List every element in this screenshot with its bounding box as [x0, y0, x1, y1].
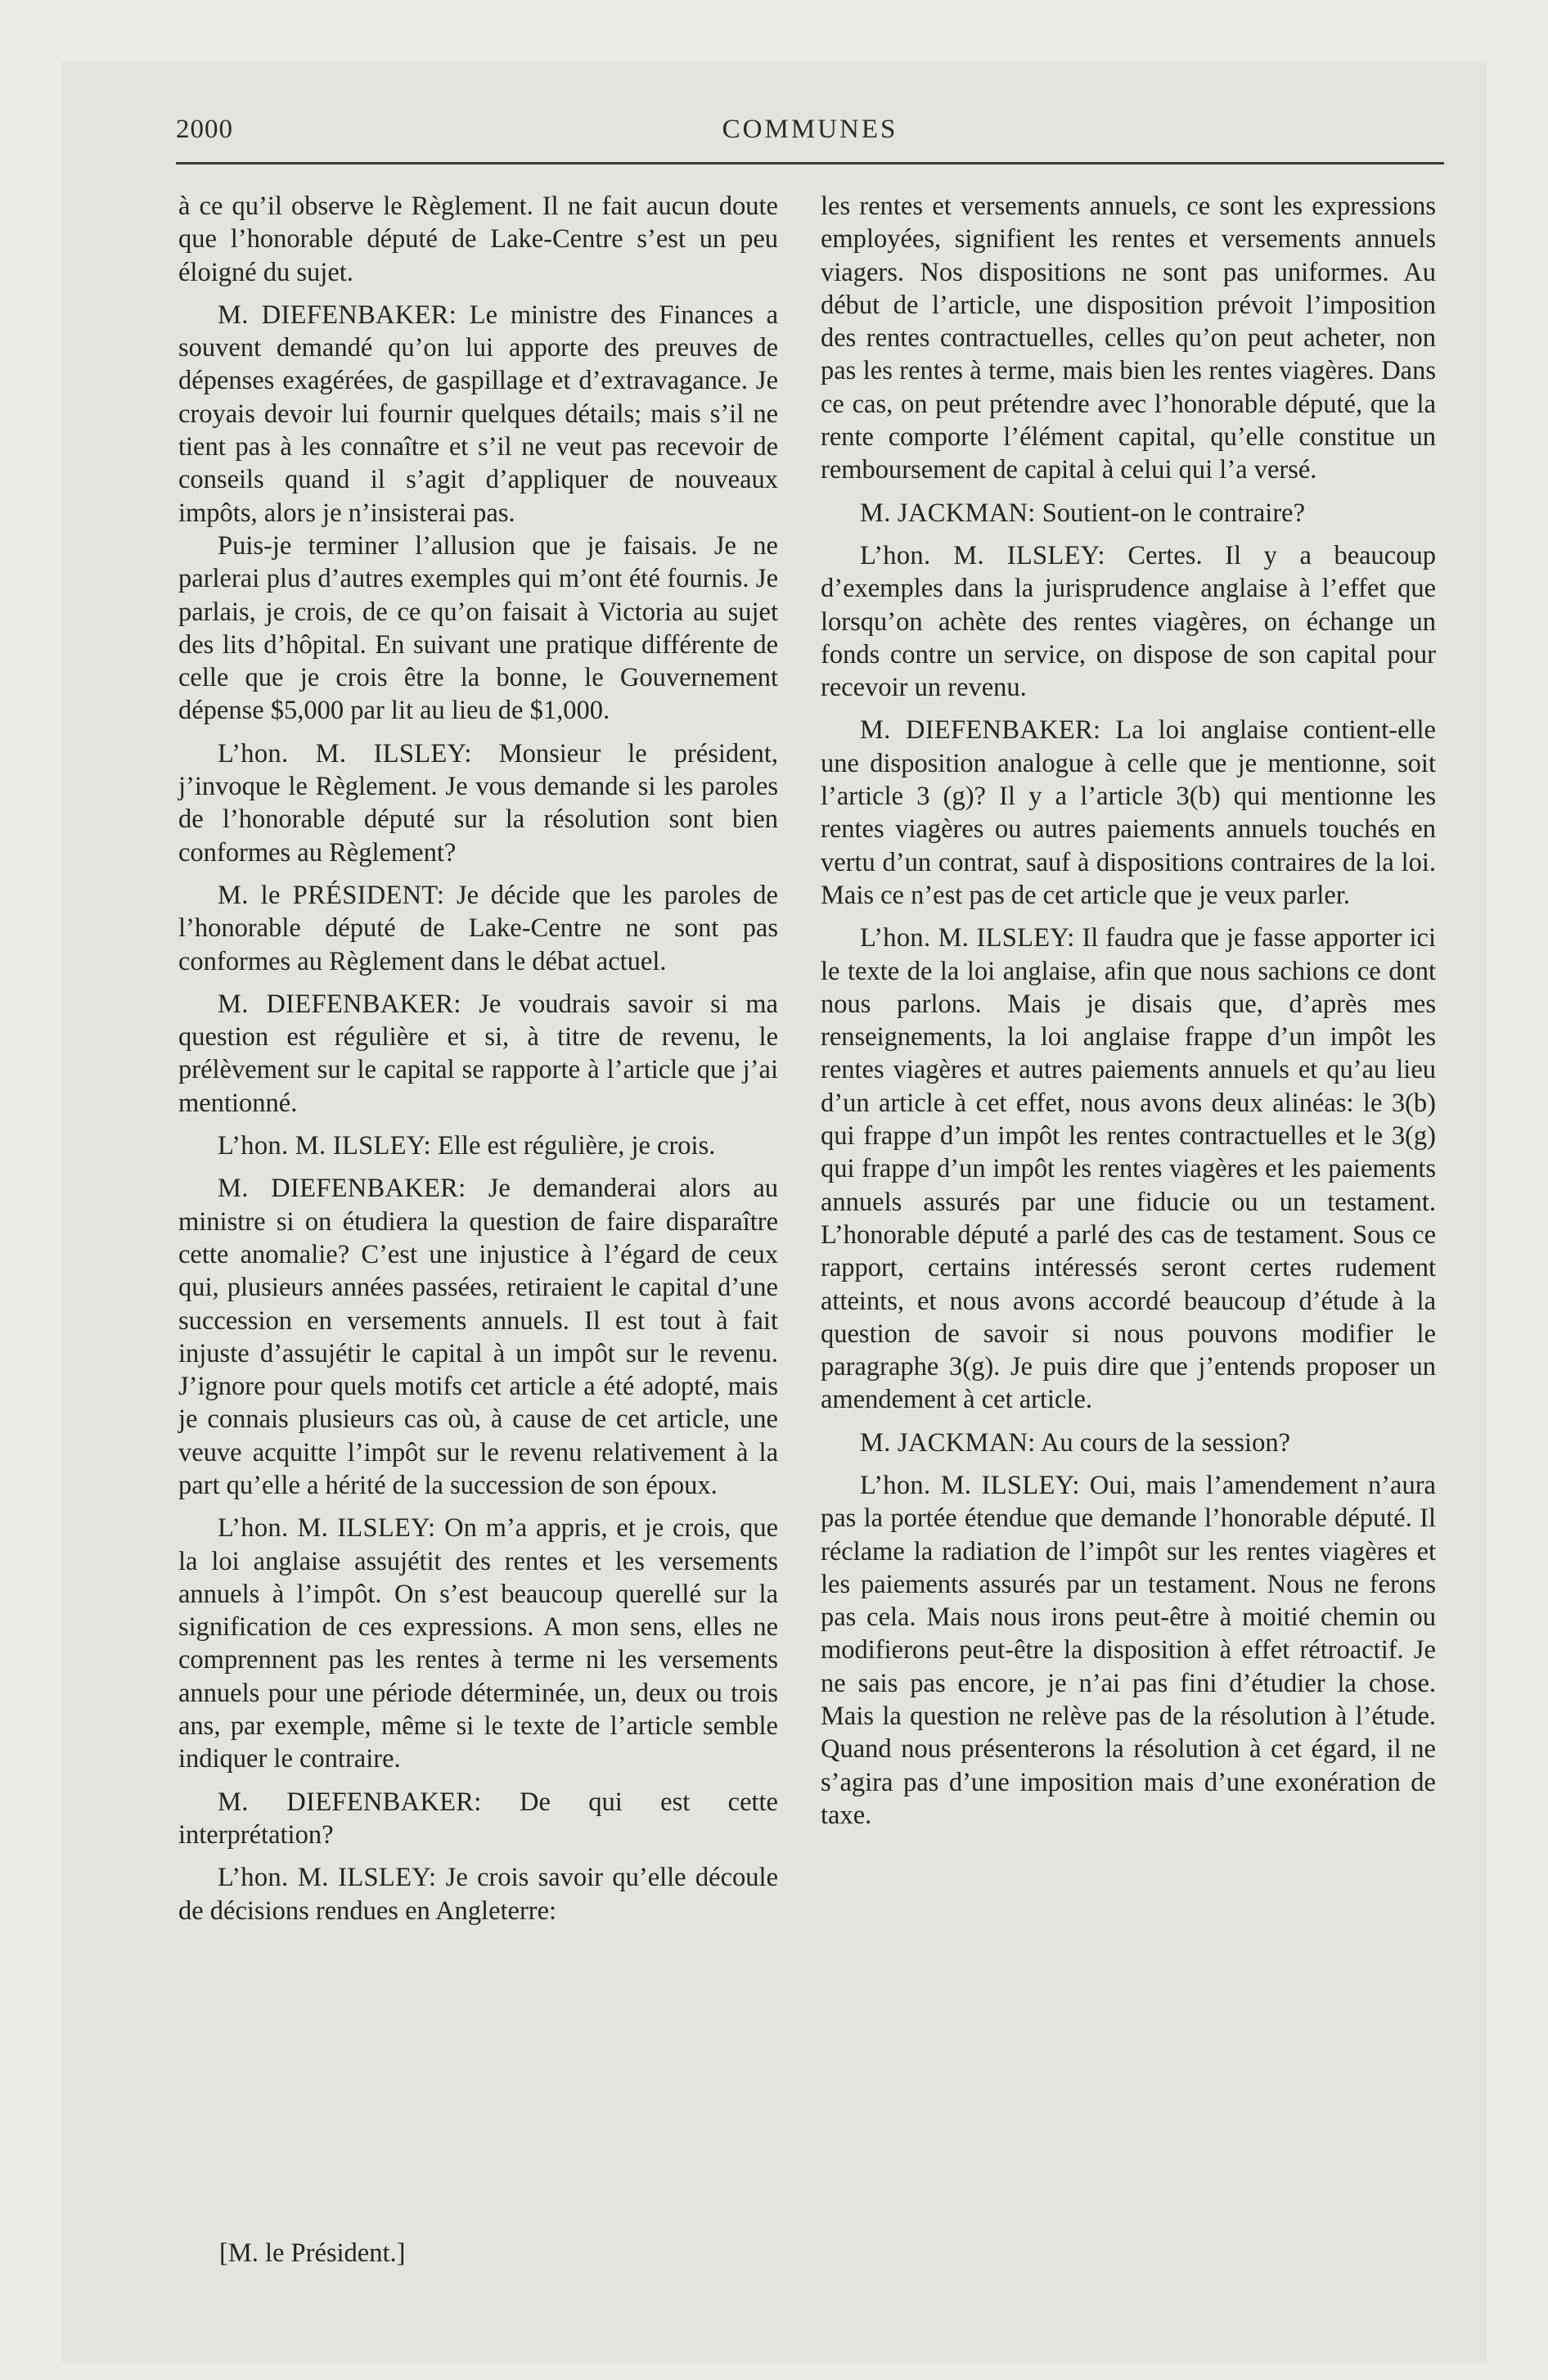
speech-text: Au cours de la session?	[1035, 1427, 1290, 1458]
speech-paragraph	[178, 1861, 778, 1927]
speaker-name: M. le PRÉSIDENT:	[218, 880, 445, 910]
speech-paragraph	[178, 1129, 778, 1162]
paragraph-text: à ce qu’il observe le Règlement. Il ne fait aucun doute que l’honorable député de Lake-Centre s’est un peu éloigné du sujet.	[178, 192, 778, 287]
speaker-name: M. DIEFENBAKER:	[218, 1174, 466, 1204]
speech-text: Je voudrais savoir si ma question est régulière et si, à titre de revenu, le prélèvement sur le capital se rapporte à l’article que j’ai mentionné.	[178, 989, 778, 1118]
header-rule	[176, 162, 1444, 165]
speaker-name: L’hon. M. ILSLEY:	[218, 1131, 431, 1161]
speech-text: Le ministre des Finances a souvent demandé qu’on lui apporte des preuves de dépenses exagérées, de gaspillage et d’extravagance. Je croyais devoir lui fournir quelques détails; mais s’il ne tient pas à les connaître et s’il ne veut pas recevoir de conseils quand il s’agit d’appliquer de nouveaux impôts, alors je n’insisterai pas.	[178, 300, 778, 528]
speech-paragraph	[178, 988, 778, 1120]
page-header	[176, 115, 1444, 156]
footer-speaker-note: [M. le Président.]	[219, 2238, 406, 2268]
speech-text: Certes. Il y a beaucoup d’exemples dans la jurisprudence anglaise à l’effet que lorsqu’on achète des rentes viagères, on échange un fonds contre un service, on dispose de son capital pour recevoir un revenu.	[821, 540, 1436, 703]
left-column	[178, 190, 778, 1927]
speech-paragraph	[821, 1469, 1436, 1832]
speaker-name: L’hon. M. ILSLEY:	[860, 923, 1075, 953]
speaker-name: L’hon. M. ILSLEY:	[218, 738, 472, 769]
speaker-name: M. JACKMAN:	[860, 1427, 1036, 1458]
page-title: COMMUNES	[722, 115, 898, 144]
speech-text: Elle est régulière, je crois.	[430, 1131, 716, 1161]
speech-paragraph	[178, 1172, 778, 1502]
speaker-name: L’hon. M. ILSLEY:	[860, 540, 1105, 570]
speaker-name: L’hon. M. ILSLEY:	[860, 1470, 1080, 1500]
speech-text: On m’a appris, et je crois, que la loi anglaise assujétit des rentes et les versements annuels à l’impôt. On s’est beaucoup querellé sur la signification de ces expressions. A mon sens, elles ne comprennent pas les rentes à terme ni les versements annuels pour une période déterminée, un, deux ou trois ans, par exemple, même si le texte de l’article semble indiquer le contraire.	[178, 1513, 778, 1774]
speaker-name: M. DIEFENBAKER:	[860, 715, 1101, 746]
paragraph	[178, 530, 778, 728]
speech-text: Je demanderai alors au ministre si on étudiera la question de faire disparaître cette anomalie? C’est une injustice à l’égard de ceux qui, plusieurs années passées, retiraient le capital d’une succession en versements annuels. Il est tout à fait injuste d’assujétir le capital à un impôt sur le revenu. J’ignore pour quels motifs cet article a été adopté, mais je connais plusieurs cas où, à cause de cet article, une veuve acquitte l’impôt sur le revenu relativement à la part qu’elle a hérité de la succession de son époux.	[178, 1174, 778, 1500]
speech-text: Oui, mais l’amendement n’aura pas la portée étendue que demande l’honorable député. Il réclame la radiation de l’impôt sur les rentes viagères et les paiements assurés par un testament. Nous ne ferons pas cela. Mais nous irons peut-être à moitié chemin ou modifierons peut-être la disposition à effet rétroactif. Je ne sais pas encore, je n’ai pas fini d’étudier la chose. Mais la question ne relève pas de la résolution à l’étude. Quand nous présenterons la résolution à cet égard, il ne s’agira pas d’une imposition mais d’une exonération de taxe.	[821, 1470, 1436, 1830]
speech-paragraph	[821, 497, 1436, 530]
paragraph-text: Puis-je terminer l’allusion que je faisais. Je ne parlerai plus d’autres exemples qui m’ont été fournis. Je parlais, je crois, de ce qu’on faisait à Victoria au sujet des lits d’hôpital. En suivant une pratique différente de celle que je crois être la bonne, le Gouvernement dépense $5,000 par lit au lieu de $1,000.	[178, 530, 778, 726]
paragraph-text: les rentes et versements annuels, ce sont les expressions employées, signifient les rentes et versements annuels viagers. Nos dispositions ne sont pas uniformes. Au début de l’article, une disposition prévoit l’imposition des rentes contractuelles, celles qu’on peut acheter, non pas les rentes à terme, mais bien les rentes viagères. Dans ce cas, on peut prétendre avec l’honorable député, que la rente comporte l’élément capital, qu’elle constitue un remboursement de capital à celui qui l’a versé.	[821, 192, 1436, 485]
speech-text: Il faudra que je fasse apporter ici le texte de la loi anglaise, afin que nous sachions ce dont nous parlons. Mais je disais que, d’après mes renseignements, la loi anglaise frappe d’un impôt les rentes viagères et autres paiements annuels et qu’au lieu d’un article à cet effet, nous avons deux alinéas: le 3(b) qui frappe d’un impôt les rentes contractuelles et le 3(g) qui frappe d’un impôt les rentes viagères et les paiements annuels assurés par une fiducie ou un testament. L’honorable député a parlé des cas de testament. Sous ce rapport, certains intéressés seront certes rudement atteints, et nous avons accordé beaucoup d’étude à la question de savoir si nous pouvons modifier le paragraphe 3(g). Je puis dire que j’entends proposer un amendement à cet article.	[821, 923, 1436, 1415]
speech-paragraph	[821, 1427, 1436, 1459]
speech-text: Monsieur le président, j’invoque le Règlement. Je vous demande si les paroles de l’honorable député sur la résolution sont bien conformes au Règlement?	[178, 738, 778, 868]
speech-paragraph	[178, 1512, 778, 1775]
speech-paragraph	[178, 1786, 778, 1852]
speech-text: La loi anglaise contient-elle une disposition analogue à celle que je mentionne, soit l’article 3 (g)? Il y a l’article 3(b) qui mentionne les rentes viagères ou autres paiements annuels touchés en vertu d’un contrat, sauf à dispositions contraires de la loi. Mais ce n’est pas de cet article que je veux parler.	[821, 715, 1436, 910]
paragraph	[821, 190, 1436, 487]
speech-text: Soutient-on le contraire?	[1035, 498, 1305, 528]
right-column	[821, 190, 1436, 1832]
speaker-name: M. DIEFENBAKER:	[218, 1787, 482, 1817]
speech-paragraph	[821, 714, 1436, 912]
speaker-name: M. DIEFENBAKER:	[218, 989, 461, 1019]
speech-paragraph	[178, 879, 778, 978]
speaker-name: M. JACKMAN:	[860, 498, 1036, 528]
speech-text: De qui est cette interprétation?	[178, 1787, 778, 1850]
speech-paragraph	[821, 922, 1436, 1416]
speech-paragraph	[178, 299, 778, 530]
speaker-name: L’hon. M. ILSLEY:	[218, 1863, 437, 1893]
speech-paragraph	[178, 737, 778, 869]
speech-text: Je crois savoir qu’elle découle de décisions rendues en Angleterre:	[178, 1863, 778, 1926]
page-number: 2000	[176, 115, 233, 144]
speech-text: Je décide que les paroles de l’honorable député de Lake-Centre ne sont pas conformes au Règlement dans le débat actuel.	[178, 880, 778, 976]
speaker-name: M. DIEFENBAKER:	[218, 300, 457, 330]
speech-paragraph	[821, 539, 1436, 704]
paragraph	[178, 190, 778, 289]
speaker-name: L’hon. M. ILSLEY:	[218, 1513, 436, 1544]
